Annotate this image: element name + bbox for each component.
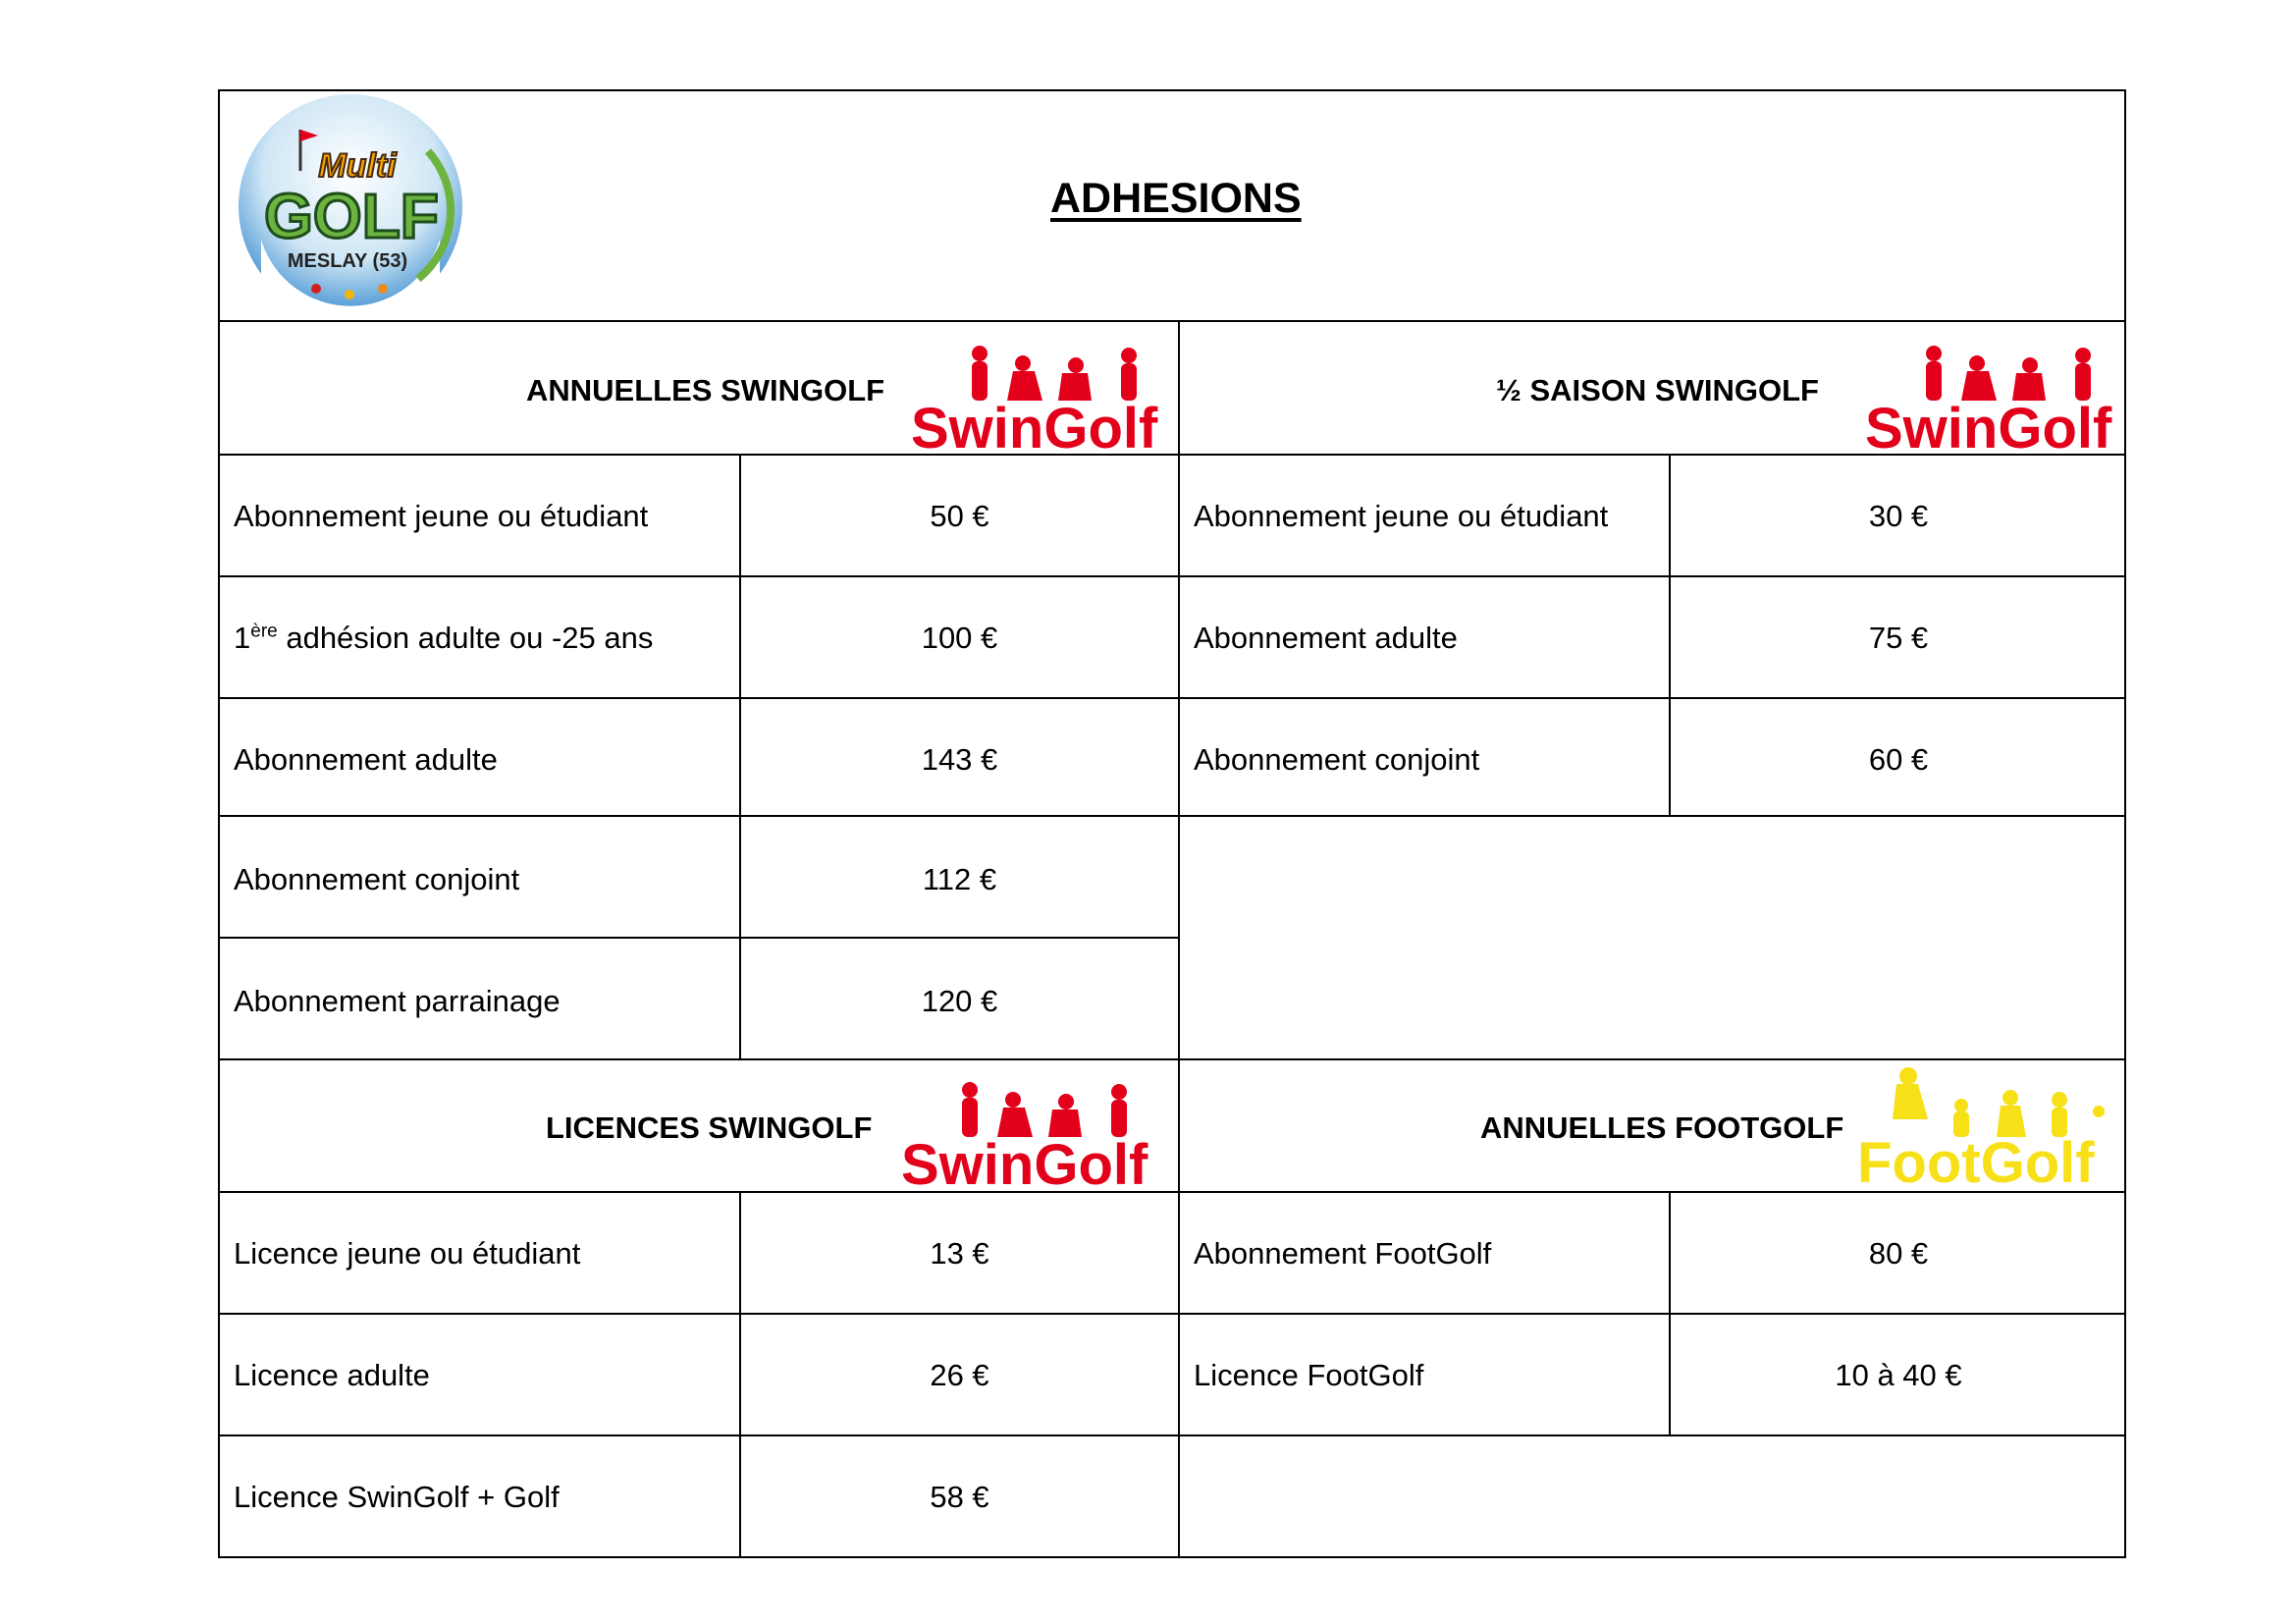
divider — [218, 697, 2126, 699]
divider — [218, 454, 2126, 456]
demi-saison-row-label: Abonnement conjoint — [1194, 742, 1480, 777]
annuelles-row-price: 50 € — [930, 499, 989, 533]
annuelles-row-price: 112 € — [922, 862, 997, 896]
annuelles-row-label: Abonnement conjoint — [234, 862, 520, 896]
footgolf-logo — [1853, 1062, 2120, 1188]
licences-row-label: Licence SwinGolf + Golf — [234, 1480, 560, 1514]
demi-saison-row-price: 30 € — [1868, 499, 1929, 533]
divider — [218, 937, 1180, 939]
demi-saison-row-price: 60 € — [1868, 742, 1929, 777]
licences-row-price: 26 € — [930, 1358, 989, 1392]
heading-annuelles-swingolf: ANNUELLES SWINGOLF — [526, 373, 885, 407]
divider — [218, 1313, 2126, 1315]
licences-row-label: Licence adulte — [234, 1358, 430, 1392]
annuelles-row-label: Abonnement jeune ou étudiant — [234, 499, 649, 533]
logo-golf: GOLF — [264, 181, 439, 251]
annuelles-row-label: Abonnement parrainage — [234, 984, 561, 1018]
divider — [218, 1058, 2126, 1060]
licences-row-price: 13 € — [930, 1236, 989, 1271]
divider — [218, 1435, 2126, 1436]
multigolf-logo — [232, 92, 469, 320]
annuelles-row-price: 100 € — [921, 621, 998, 655]
demi-saison-row-label: Abonnement adulte — [1194, 621, 1458, 655]
divider — [1669, 1191, 1671, 1435]
footgolf-wordmark: FootGolf — [1857, 1131, 2095, 1188]
licences-row-price: 58 € — [930, 1480, 989, 1514]
annuelles-row-price: 120 € — [921, 984, 998, 1018]
heading-annuelles-footgolf: ANNUELLES FOOTGOLF — [1480, 1110, 1844, 1145]
swingolf-wordmark: SwinGolf — [1865, 397, 2112, 452]
swingolf-wordmark: SwinGolf — [901, 1133, 1148, 1188]
divider — [218, 1191, 2126, 1193]
swingolf-wordmark: SwinGolf — [911, 397, 1158, 452]
annuelles-row-label: 1ère adhésion adulte ou -25 ans — [234, 621, 654, 655]
logo-meslay: MESLAY (53) — [287, 250, 408, 272]
swingolf-logo — [897, 1062, 1168, 1188]
annuelles-row-label: Abonnement adulte — [234, 742, 498, 777]
divider — [218, 815, 2126, 817]
annuelles-row-price: 143 € — [921, 742, 998, 777]
footgolf-row-price: 10 à 40 € — [1835, 1358, 1962, 1392]
swingolf-logo — [907, 326, 1168, 452]
footgolf-row-label: Abonnement FootGolf — [1194, 1236, 1492, 1271]
divider — [218, 320, 2126, 322]
footgolf-row-label: Licence FootGolf — [1194, 1358, 1424, 1392]
licences-row-label: Licence jeune ou étudiant — [234, 1236, 581, 1271]
divider — [218, 575, 2126, 577]
footgolf-row-price: 80 € — [1868, 1236, 1929, 1271]
logo-multi: Multi — [318, 147, 397, 185]
adhesions-table — [218, 89, 2126, 1558]
page-title: ADHESIONS — [1050, 175, 1302, 222]
heading-demi-saison: ½ SAISON SWINGOLF — [1496, 373, 1819, 407]
divider — [1178, 320, 1180, 1558]
demi-saison-row-label: Abonnement jeune ou étudiant — [1194, 499, 1609, 533]
heading-licences-swingolf: LICENCES SWINGOLF — [546, 1110, 873, 1145]
swingolf-logo — [1861, 326, 2122, 452]
demi-saison-row-price: 75 € — [1868, 621, 1929, 655]
